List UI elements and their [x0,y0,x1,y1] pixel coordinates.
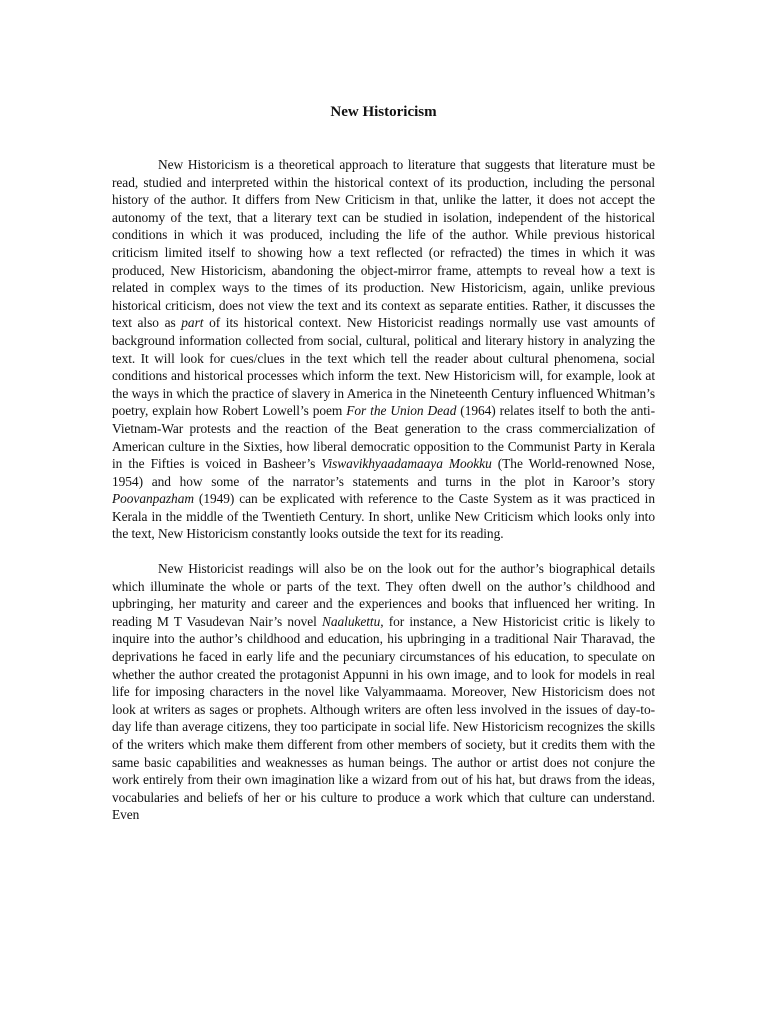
paragraph-2 [112,560,655,824]
italic-title-text: Naalukettu [321,613,381,629]
paragraph-1 [112,156,655,543]
italic-title-text: part [181,315,204,331]
italic-title-text: Poovanpazham [112,491,194,507]
italic-title-text: For the Union Dead [346,403,457,419]
body-text: New Historicist readings will also be on the look out for the author’s biographical details which illuminate the whole or parts of the text. They often dwell on the author’s childhood and upbringing, her maturity and career and the experiences and books that influenced her writing. In reading M T Vasudevan Nair’s novel [112,561,655,629]
body-text: New Historicism is a theoretical approach to literature that suggests that literature must be read, studied and interpreted within the historical context of its production, including the personal history of the author. It differs from New Criticism in that, unlike the latter, it does not accept the autonomy of the text, that a literary text can be studied in isolation, independent of the historical conditions in which it was produced, including the life of the author. While previous historical criticism limited itself to showing how a text reflected (or refracted) the times in which it was produced, New Historicism, abandoning the object-mirror frame, attempts to reveal how a text is related in complex ways to the times of its production. New Historicism, again, unlike previous historical criticism, does not view the text and its context as separate entities. Rather, it discusses the text also as [112,157,655,331]
document-page [112,104,655,841]
document-title: New Historicism [330,104,437,120]
body-text: of its historical context. New Historicist readings normally use vast amounts of background information collected from social, cultural, political and literary history in analyzing the text. It will look for cues/clues in the text which tell the reader about cultural phenomena, social conditions and historical processes which inform the text. New Historicism will, for example, look at the ways in which the practice of slavery in America in the Nineteenth Century influenced Whitman’s poetry, explain how Robert Lowell’s poem [112,315,655,419]
body-text: , for instance, a New Historicist critic is likely to inquire into the author’s childhood and education, his upbringing in a traditional Nair Tharavad, the deprivations he faced in early life and the pecuniary circumstances of his education, to speculate on whether the author created the protagonist Appunni in his own image, and to look for models in real life for imposing characters in the novel like Valyammaama. Moreover, New Historicism does not look at writers as sages or prophets. Although writers are often less involved in the issues of day-to-day life than average citizens, they too participate in social life. New Historicism recognizes the skills of the writers which make them different from other members of society, but it credits them with the same basic capabilities and weaknesses as human beings. The author or artist does not conjure the work entirely from their own imagination like a wizard from out of his hat, but draws from the ideas, vocabularies and beliefs of her or his culture to produce a work which that culture can understand. Even [112,613,656,823]
body-text: (1964) relates itself to both the anti-Vietnam-War protests and the reaction of the Beat generation to the crass commercialization of American culture in the Sixties, how liberal democratic opposition to the Communist Party in Kerala in the Fifties is voiced in Basheer’s [112,403,655,472]
body-text: (1949) can be explicated with reference to the Caste System as it was practiced in Kerala in the middle of the Twentieth Century. In short, unlike New Criticism which looks only into the text, New Historicism constantly looks outside the text for its reading. [112,491,655,542]
body-text: (The World-renowned Nose, 1954) and how some of the narrator’s statements and turns in the plot in Karoor’s story [112,456,655,489]
italic-title-text: Viswavikhyaadamaaya Mookku [321,456,492,472]
